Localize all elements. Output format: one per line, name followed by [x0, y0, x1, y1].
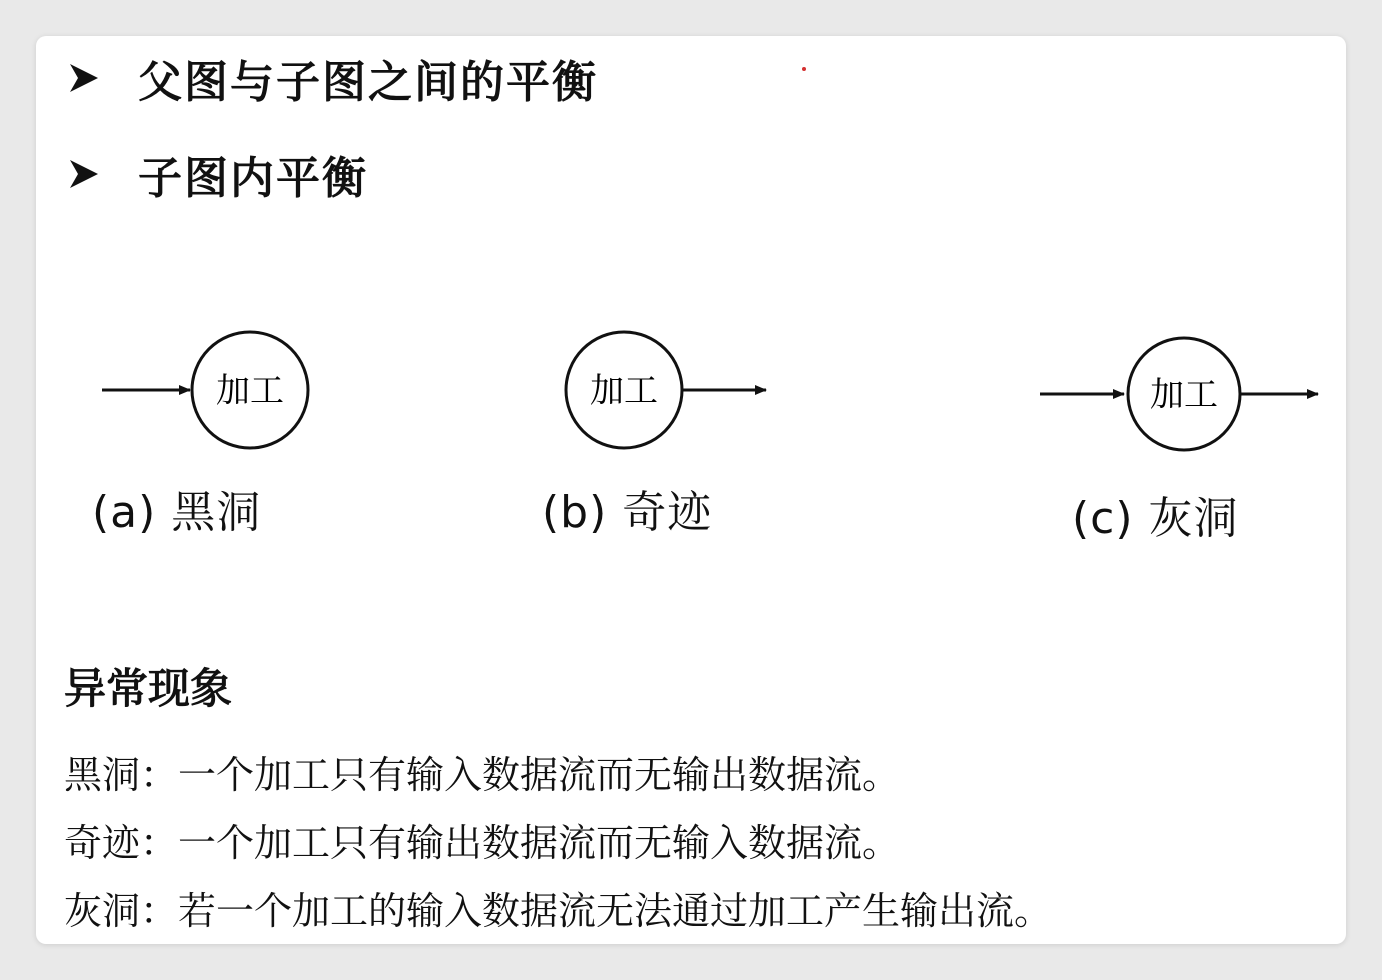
caption-black-hole: (a) 黑洞	[92, 487, 262, 538]
description-miracle: 奇迹：一个加工只有输出数据流而无输入数据流。	[64, 821, 901, 865]
section-title: 异常现象	[64, 664, 233, 713]
diagram-miracle	[566, 332, 766, 448]
diagram-black-hole	[102, 332, 308, 448]
bullet-text-1: 父图与子图之间的平衡	[138, 57, 598, 108]
description-black-hole: 黑洞：一个加工只有输入数据流而无输出数据流。	[64, 753, 901, 797]
caption-grey-hole: (c) 灰洞	[1072, 493, 1239, 544]
slide	[36, 36, 1346, 944]
description-grey-hole: 灰洞：若一个加工的输入数据流无法通过加工产生输出流。	[64, 889, 1053, 933]
process-label: 加工	[216, 371, 284, 411]
dfd-diagrams	[36, 36, 1346, 636]
caption-miracle: (b) 奇迹	[542, 487, 713, 538]
bullet-text-2: 子图内平衡	[138, 153, 368, 204]
diagram-grey-hole	[1040, 338, 1318, 450]
process-label: 加工	[1150, 375, 1218, 415]
process-label: 加工	[590, 371, 658, 411]
